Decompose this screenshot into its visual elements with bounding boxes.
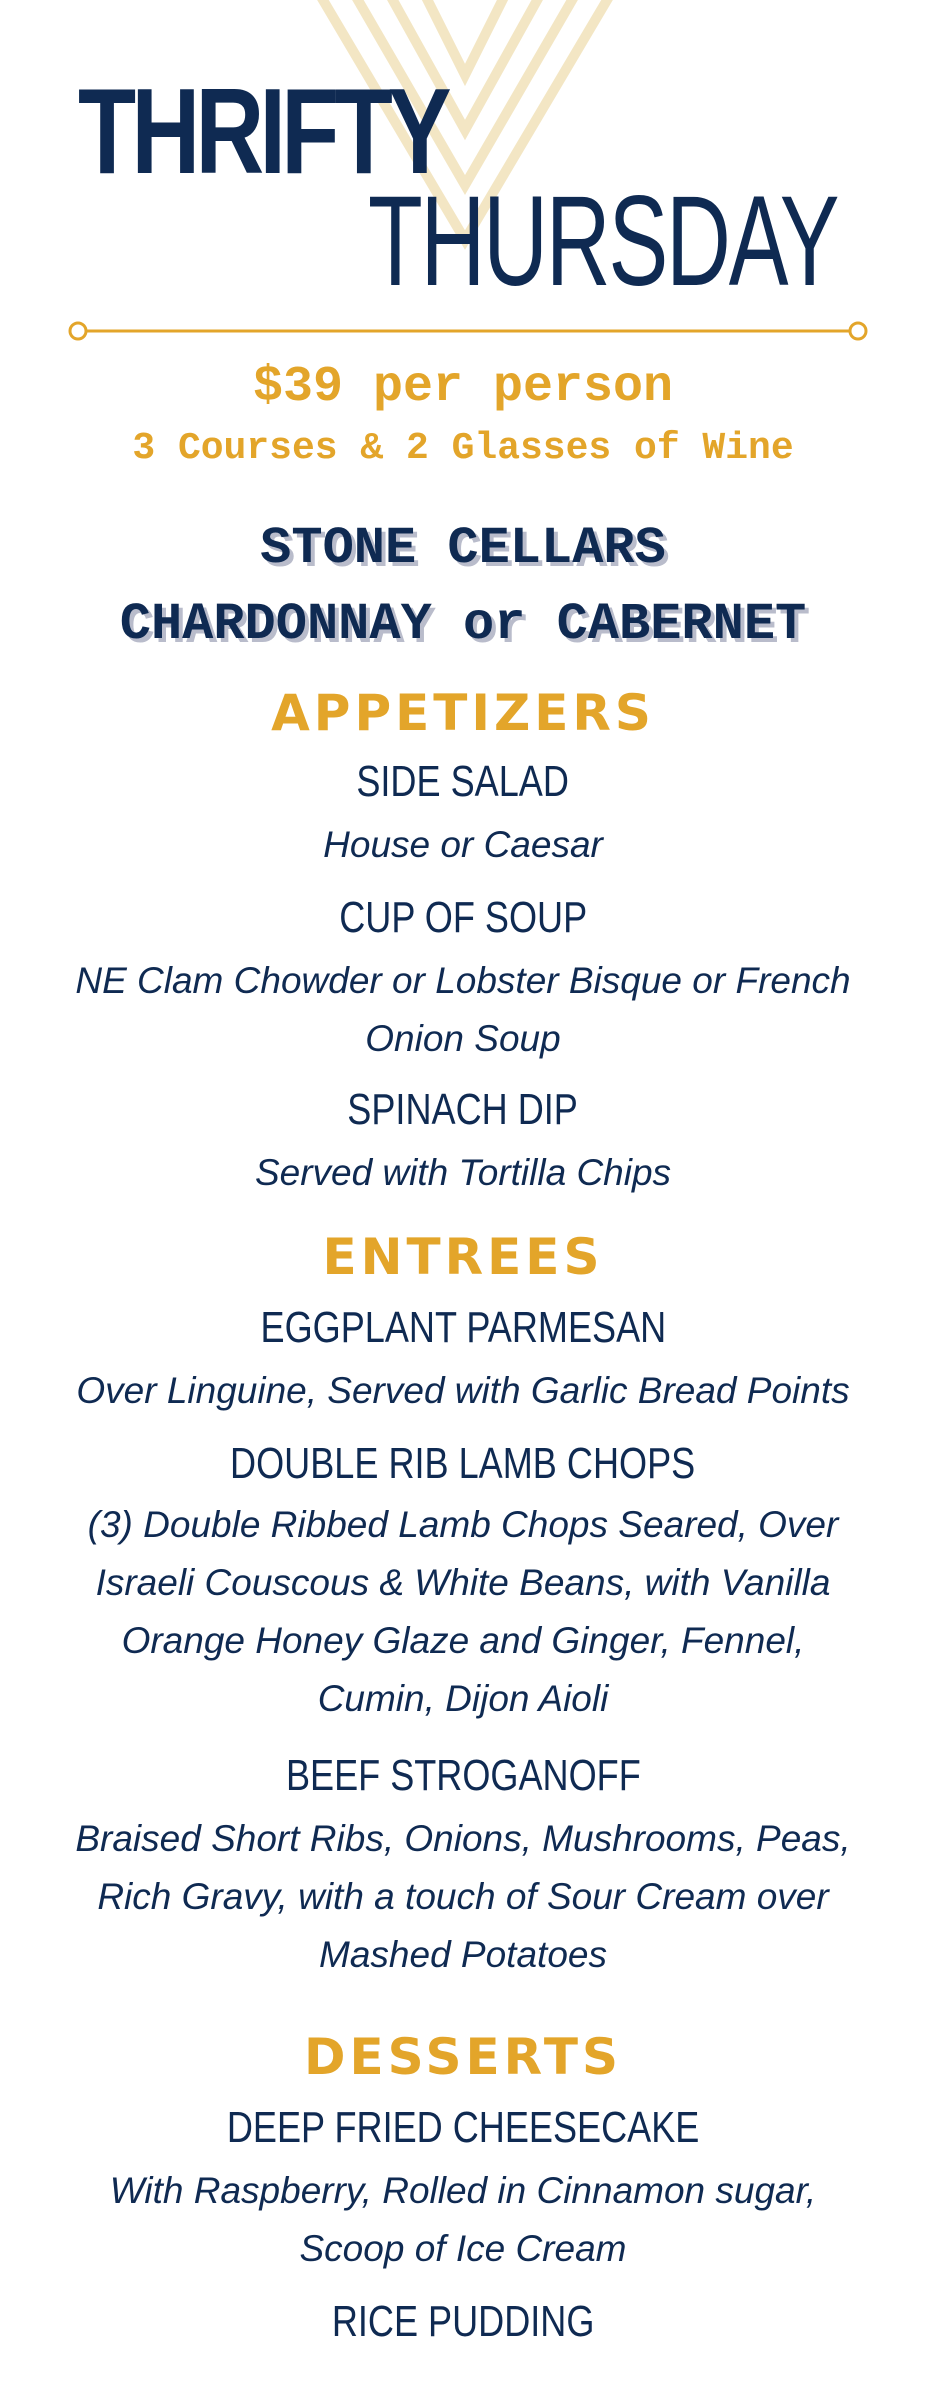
menu-item-name: DEEP FRIED CHEESECAKE <box>226 2103 700 2152</box>
wine-line-1: STONE CELLARS <box>260 519 666 578</box>
section-title-desserts: DESSERTS <box>304 2028 622 2086</box>
menu-item-description: Braised Short Ribs, Onions, Mushrooms, Peas, Rich Gravy, with a touch of Sour Cream over Mashed Potatoes <box>75 1818 851 1975</box>
section-title-appetizers: APPETIZERS <box>271 684 655 742</box>
menu-item-description: (3) Double Ribbed Lamb Chops Seared, Over Israeli Couscous & White Beans, with Vanilla Orange Honey Glaze and Ginger, Fennel, Cumin, Dijon Aioli <box>87 1504 839 1719</box>
menu-item-name: DOUBLE RIB LAMB CHOPS <box>230 1439 696 1488</box>
menu-item-name: RICE PUDDING <box>331 2297 595 2346</box>
divider-line <box>66 318 870 344</box>
menu-item-name: SPINACH DIP <box>347 1085 579 1134</box>
title-thrifty: THRIFTY <box>78 63 447 199</box>
deal-text: 3 Courses & 2 Glasses of Wine <box>132 427 794 470</box>
price-text: $39 per person <box>252 359 674 416</box>
section-title-entrees: ENTREES <box>322 1228 604 1286</box>
menu-item-description: With Raspberry, Rolled in Cinnamon sugar, Scoop of Ice Cream <box>109 2170 817 2269</box>
menu-item-name: BEEF STROGANOFF <box>285 1751 641 1800</box>
menu-item-name: CUP OF SOUP <box>339 893 587 942</box>
menu-item-name: EGGPLANT PARMESAN <box>260 1303 666 1352</box>
menu-item-description: NE Clam Chowder or Lobster Bisque or French Onion Soup <box>75 960 851 1059</box>
menu-item-description: House or Caesar <box>323 824 603 865</box>
title-thursday: THURSDAY <box>368 170 838 313</box>
menu-item-description: Over Linguine, Served with Garlic Bread Points <box>76 1370 850 1411</box>
wine-line-2: CHARDONNAY or CABERNET <box>119 595 807 654</box>
menu-item-description: Served with Tortilla Chips <box>254 1152 672 1193</box>
menu-item-name: SIDE SALAD <box>356 757 570 806</box>
